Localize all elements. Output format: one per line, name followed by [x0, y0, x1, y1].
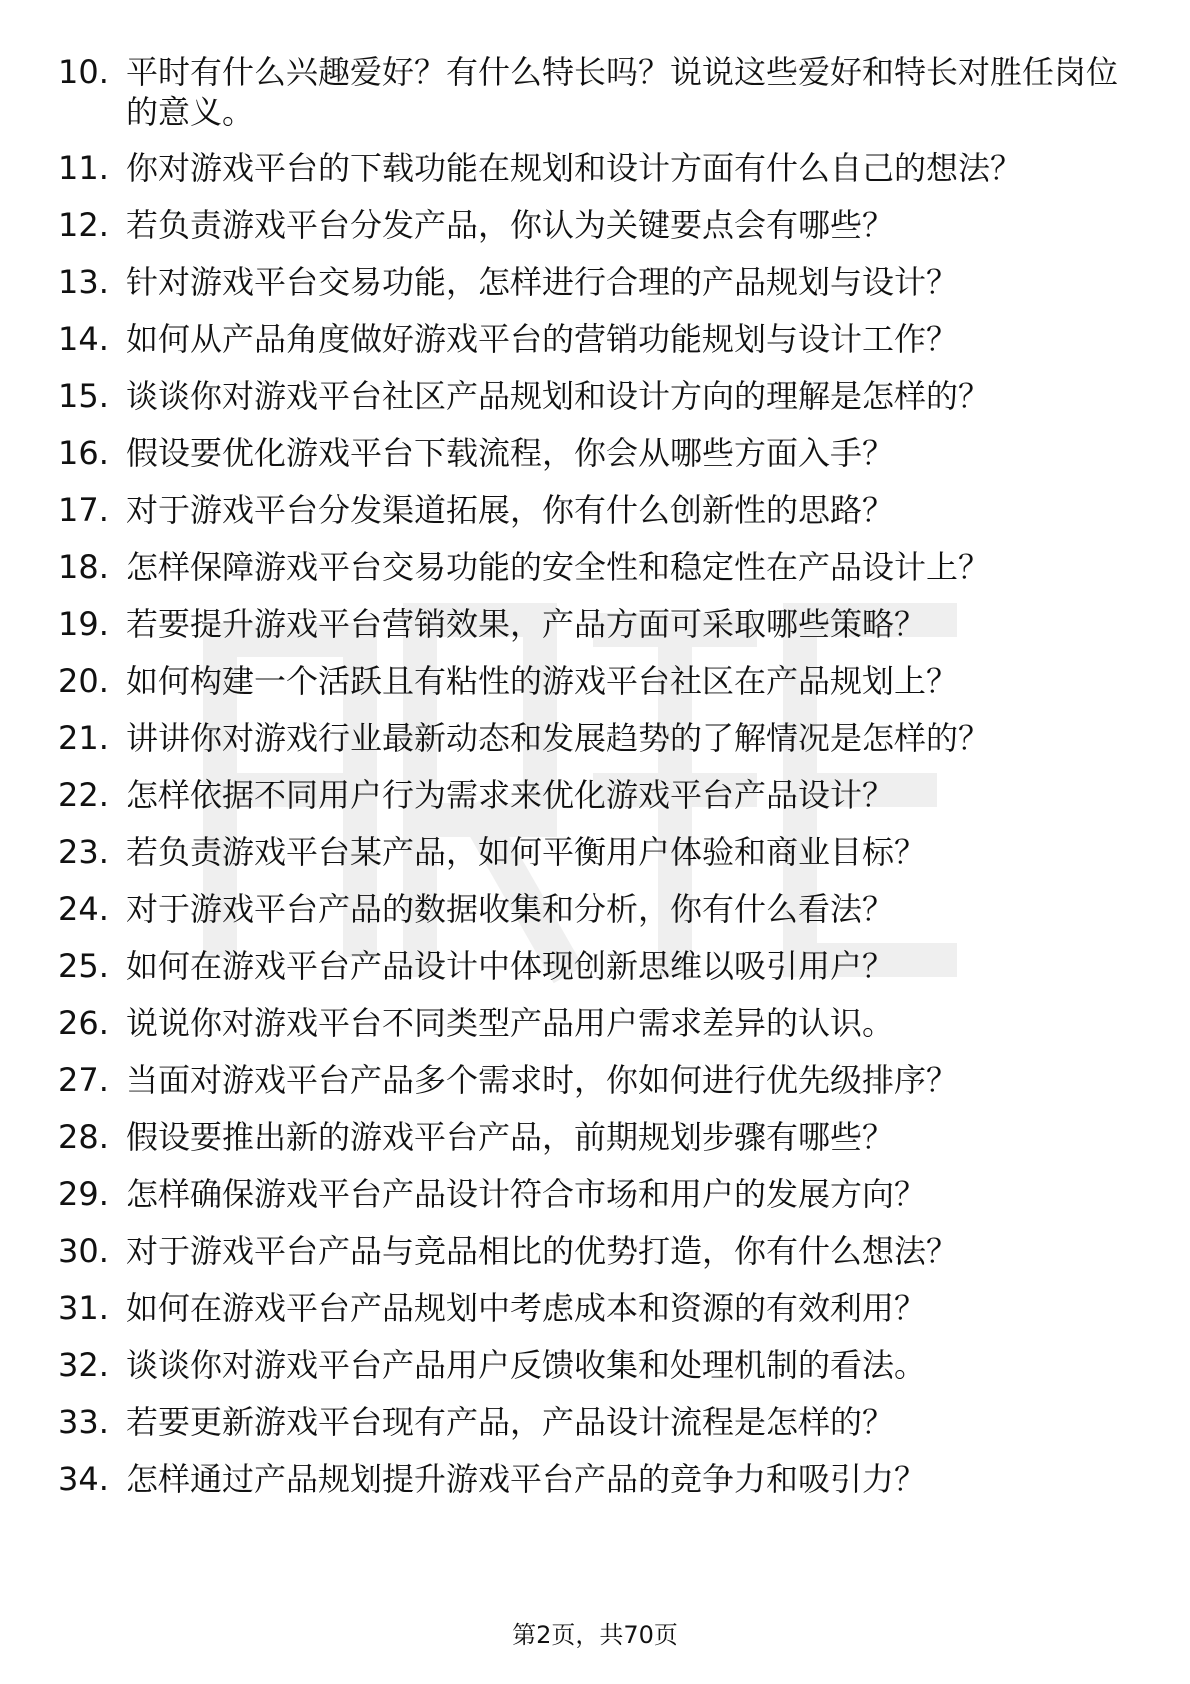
- question-text: 如何在游戏平台产品规划中考虑成本和资源的有效利用？: [126, 1289, 927, 1327]
- list-item: [58, 1231, 1148, 1271]
- question-text: 对于游戏平台产品与竞品相比的优势打造，你有什么想法？: [126, 1232, 959, 1270]
- list-item: [58, 1174, 1148, 1214]
- question-number: 25.: [58, 947, 109, 985]
- question-text: 怎样保障游戏平台交易功能的安全性和稳定性在产品设计上？: [126, 548, 991, 586]
- question-text: 假设要推出新的游戏平台产品，前期规划步骤有哪些？: [126, 1118, 895, 1156]
- question-number: 30.: [58, 1232, 109, 1270]
- question-number: 16.: [58, 434, 109, 472]
- question-text: 当面对游戏平台产品多个需求时，你如何进行优先级排序？: [126, 1061, 959, 1099]
- list-item: [58, 604, 1148, 644]
- question-text: 如何从产品角度做好游戏平台的营销功能规划与设计工作？: [126, 320, 959, 358]
- list-item: [58, 205, 1148, 245]
- list-item: [58, 1345, 1148, 1385]
- question-number: 15.: [58, 377, 109, 415]
- question-number: 13.: [58, 263, 109, 301]
- list-item: [58, 1402, 1148, 1442]
- question-number: 12.: [58, 206, 109, 244]
- question-number: 24.: [58, 890, 109, 928]
- question-number: 17.: [58, 491, 109, 529]
- question-number: 32.: [58, 1346, 109, 1384]
- list-item: [58, 1060, 1148, 1100]
- question-number: 23.: [58, 833, 109, 871]
- question-text: 对于游戏平台分发渠道拓展，你有什么创新性的思路？: [126, 491, 895, 529]
- question-number: 26.: [58, 1004, 109, 1042]
- question-number: 19.: [58, 605, 109, 643]
- list-item: [58, 1003, 1148, 1043]
- question-text: 若负责游戏平台某产品，如何平衡用户体验和商业目标？: [126, 833, 927, 871]
- question-text: 平时有什么兴趣爱好？有什么特长吗？说说这些爱好和特长对胜任岗位的意义。: [126, 53, 1119, 131]
- page-footer: 第2页，共70页: [512, 1621, 678, 1649]
- question-text: 怎样通过产品规划提升游戏平台产品的竞争力和吸引力？: [126, 1460, 927, 1498]
- list-item: [58, 1459, 1148, 1499]
- question-text: 如何在游戏平台产品设计中体现创新思维以吸引用户？: [126, 947, 895, 985]
- question-text: 谈谈你对游戏平台产品用户反馈收集和处理机制的看法。: [126, 1346, 927, 1384]
- list-item: [58, 889, 1148, 929]
- question-text: 如何构建一个活跃且有粘性的游戏平台社区在产品规划上？: [126, 662, 959, 700]
- question-text: 若要提升游戏平台营销效果，产品方面可采取哪些策略？: [126, 605, 927, 643]
- question-number: 29.: [58, 1175, 109, 1213]
- question-text: 讲讲你对游戏行业最新动态和发展趋势的了解情况是怎样的？: [126, 719, 991, 757]
- question-number: 21.: [58, 719, 109, 757]
- list-item: [58, 490, 1148, 530]
- list-item: [58, 433, 1148, 473]
- question-text: 若负责游戏平台分发产品，你认为关键要点会有哪些？: [126, 206, 895, 244]
- list-item: [58, 661, 1148, 701]
- question-number: 18.: [58, 548, 109, 586]
- list-item: [58, 52, 1148, 131]
- question-number: 34.: [58, 1460, 109, 1498]
- question-text: 对于游戏平台产品的数据收集和分析，你有什么看法？: [126, 890, 895, 928]
- question-number: 31.: [58, 1289, 109, 1327]
- list-item: [58, 547, 1148, 587]
- question-number: 14.: [58, 320, 109, 358]
- question-text: 若要更新游戏平台现有产品，产品设计流程是怎样的？: [126, 1403, 895, 1441]
- question-number: 27.: [58, 1061, 109, 1099]
- list-item: [58, 262, 1148, 302]
- list-item: [58, 832, 1148, 872]
- question-text: 针对游戏平台交易功能，怎样进行合理的产品规划与设计？: [126, 263, 959, 301]
- question-text: 假设要优化游戏平台下载流程，你会从哪些方面入手？: [126, 434, 895, 472]
- list-item: [58, 376, 1148, 416]
- question-number: 20.: [58, 662, 109, 700]
- list-item: [58, 718, 1148, 758]
- question-text: 谈谈你对游戏平台社区产品规划和设计方向的理解是怎样的？: [126, 377, 991, 415]
- list-item: [58, 148, 1148, 188]
- question-number: 10.: [58, 53, 109, 91]
- question-text: 你对游戏平台的下载功能在规划和设计方面有什么自己的想法？: [126, 149, 1023, 187]
- question-number: 11.: [58, 149, 109, 187]
- question-number: 33.: [58, 1403, 109, 1441]
- list-item: [58, 319, 1148, 359]
- list-item: [58, 1288, 1148, 1328]
- question-number: 28.: [58, 1118, 109, 1156]
- list-item: [58, 1117, 1148, 1157]
- list-item: [58, 946, 1148, 986]
- question-number: 22.: [58, 776, 109, 814]
- question-text: 说说你对游戏平台不同类型产品用户需求差异的认识。: [126, 1004, 895, 1042]
- question-text: 怎样依据不同用户行为需求来优化游戏平台产品设计？: [126, 776, 895, 814]
- list-item: [58, 775, 1148, 815]
- question-text: 怎样确保游戏平台产品设计符合市场和用户的发展方向？: [126, 1175, 927, 1213]
